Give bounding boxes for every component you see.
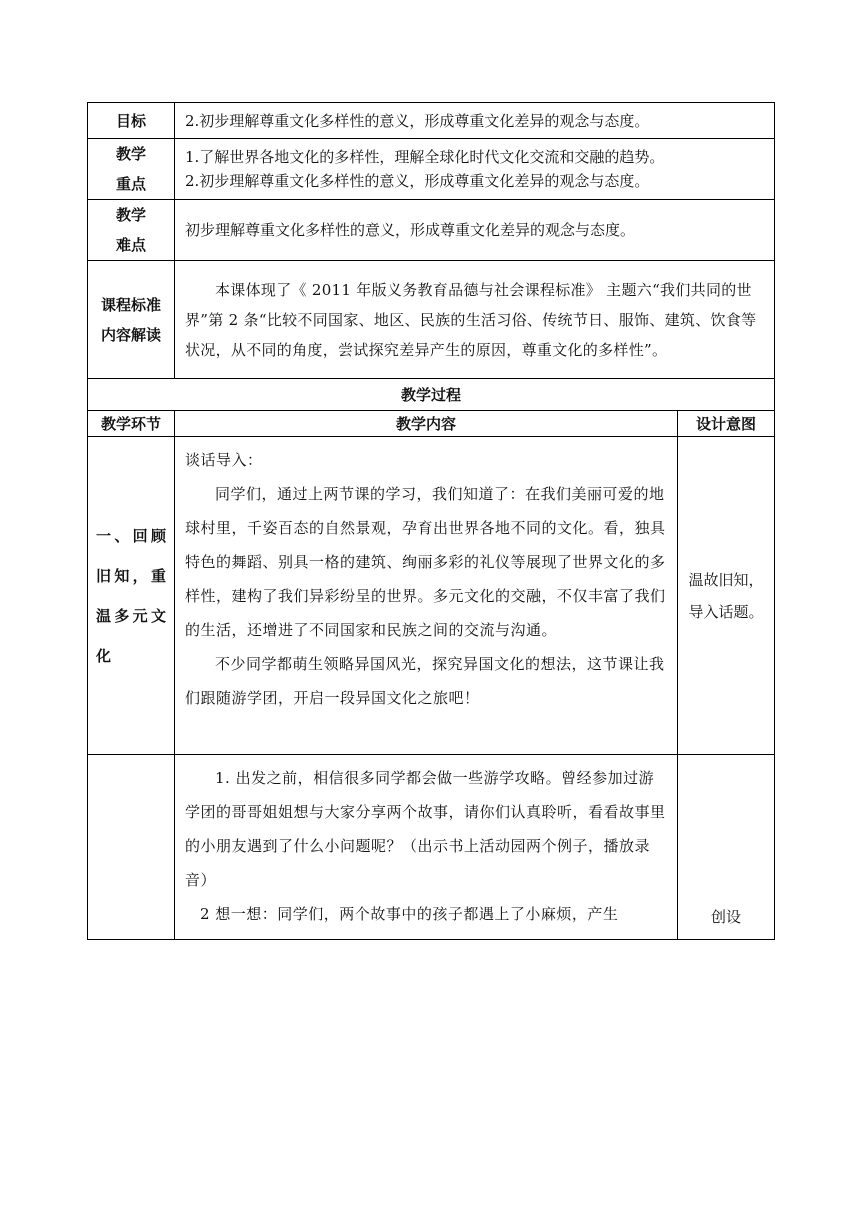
section1-row bbox=[88, 437, 775, 755]
section2-row bbox=[88, 755, 775, 940]
section1-paragraph-2: 不少同学都萌生领略异国风光，探究异国文化的想法，这节课让我们跟随游学团，开启一段异国文化之旅吧！ bbox=[185, 655, 665, 707]
process-title-row bbox=[88, 379, 775, 411]
section2-stage bbox=[88, 755, 175, 940]
standard-label bbox=[88, 261, 175, 379]
focus-line-2: 2.初步理解尊重文化多样性的意义，形成尊重文化差异的观念与态度。 bbox=[185, 172, 650, 190]
goal-row bbox=[88, 103, 775, 139]
goal-label: 目标 bbox=[88, 103, 175, 139]
difficulty-text: 初步理解尊重文化多样性的意义，形成尊重文化差异的观念与态度。 bbox=[175, 200, 775, 261]
section2-content bbox=[175, 755, 678, 940]
process-title: 教学过程 bbox=[88, 379, 775, 411]
section1-stage: 一、回顾旧知，重温多元文化 bbox=[88, 437, 175, 755]
standard-row bbox=[88, 261, 775, 379]
section1-intent: 温故旧知，导入话题。 bbox=[678, 437, 775, 755]
focus-label bbox=[88, 139, 175, 200]
column-header-stage: 教学环节 bbox=[88, 411, 175, 437]
section1-content bbox=[175, 437, 678, 755]
focus-row bbox=[88, 139, 775, 200]
difficulty-row bbox=[88, 200, 775, 261]
focus-line-1: 1.了解世界各地文化的多样性，理解全球化时代文化交流和交融的趋势。 bbox=[185, 148, 665, 166]
section2-intent: 创设 bbox=[678, 755, 775, 940]
difficulty-label-line1: 教学 bbox=[115, 206, 146, 224]
section2-item-2: 2 想一想：同学们，两个故事中的孩子都遇上了小麻烦，产生 bbox=[200, 905, 619, 923]
column-header-content: 教学内容 bbox=[175, 411, 678, 437]
focus-label-line1: 教学 bbox=[115, 145, 146, 163]
difficulty-label bbox=[88, 200, 175, 261]
column-header-intent: 设计意图 bbox=[678, 411, 775, 437]
standard-label-line2: 内容解读 bbox=[100, 325, 161, 344]
lesson-plan-table bbox=[87, 102, 775, 940]
section2-item-1: 1. 出发之前，相信很多同学都会做一些游学攻略。曾经参加过游学团的哥哥姐姐想与大家分享两个故事，请你们认真聆听，看看故事里的小朋友遇到了什么小问题呢？（出示书上活动园两个例子，播放录音） bbox=[185, 769, 666, 889]
goal-text: 2.初步理解尊重文化多样性的意义，形成尊重文化差异的观念与态度。 bbox=[175, 103, 775, 139]
standard-text: 本课体现了《 2011 年版义务教育品德与社会课程标准》 主题六“我们共同的世界”第 2 条“比较不同国家、地区、民族的生活习俗、传统节日、服饰、建筑、饮食等状况，从不同的角度，尝试探究差异产生的原因，尊重文化的多样性”。 bbox=[175, 261, 775, 379]
section1-intro: 谈话导入： bbox=[185, 451, 263, 469]
section1-paragraph-1: 同学们，通过上两节课的学习，我们知道了：在我们美丽可爱的地球村里，千姿百态的自然景观，孕育出世界各地不同的文化。看，独具特色的舞蹈、别具一格的建筑、绚丽多彩的礼仪等展现了世界文化的多样性，建构了我们异彩纷呈的世界。多元文化的交融，不仅丰富了我们的生活，还增进了不同国家和民族之间的交流与沟通。 bbox=[185, 485, 666, 639]
column-header-row bbox=[88, 411, 775, 437]
focus-label-line2: 重点 bbox=[115, 175, 146, 193]
focus-text bbox=[175, 139, 775, 200]
difficulty-label-line2: 难点 bbox=[115, 236, 146, 254]
standard-label-line1: 课程标准 bbox=[100, 295, 161, 314]
